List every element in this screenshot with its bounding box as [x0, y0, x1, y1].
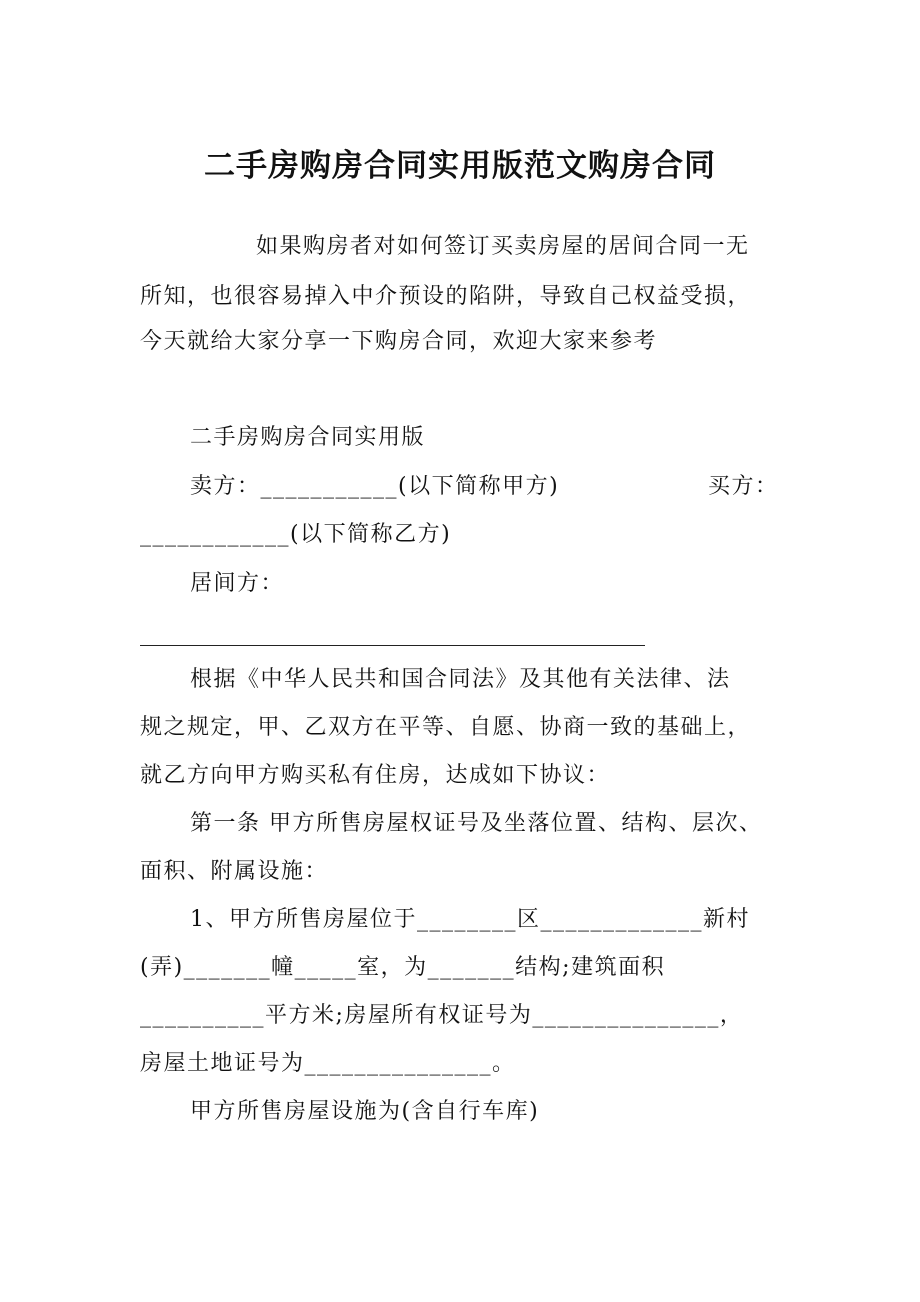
clause-1-line-4: 房屋土地证号为_______________。 [140, 1051, 516, 1076]
seller-line: 卖方：___________(以下简称甲方) [190, 474, 560, 499]
article-1-line-2: 面积、附属设施： [140, 859, 329, 884]
preamble-line-2: 规之规定，甲、乙双方在平等、自愿、协商一致的基础上， [140, 715, 752, 740]
article-1-line-1: 第一条 甲方所售房屋权证号及坐落位置、结构、层次、 [190, 811, 763, 836]
clause-1-line-1: 1、甲方所售房屋位于________区_____________新村 [190, 907, 750, 932]
facilities-line: 甲方所售房屋设施为(含自行车库) [190, 1099, 540, 1124]
clause-1-line-3: __________平方米;房屋所有权证号为_______________， [140, 1003, 744, 1028]
buyer-label: 买方： [708, 474, 779, 499]
intro-line-1: 如果购房者对如何签订买卖房屋的居间合同一无 [256, 234, 750, 259]
buyer-line: ____________(以下简称乙方) [140, 522, 452, 547]
preamble-line-3: 就乙方向甲方购买私有住房，达成如下协议： [140, 763, 611, 788]
clause-1-line-2: (弄)_______幢_____室，为_______结构;建筑面积 [140, 955, 666, 980]
contract-subtitle: 二手房购房合同实用版 [190, 425, 426, 450]
document-title: 二手房购房合同实用版范文购房合同 [204, 148, 716, 184]
preamble-line-1: 根据《中华人民共和国合同法》及其他有关法律、法 [190, 667, 731, 692]
agent-blank-line [140, 645, 645, 646]
intro-line-2: 所知，也很容易掉入中介预设的陷阱，导致自己权益受损， [140, 284, 752, 309]
intro-line-3: 今天就给大家分享一下购房合同，欢迎大家来参考 [140, 329, 658, 354]
agent-label: 居间方： [190, 571, 285, 596]
